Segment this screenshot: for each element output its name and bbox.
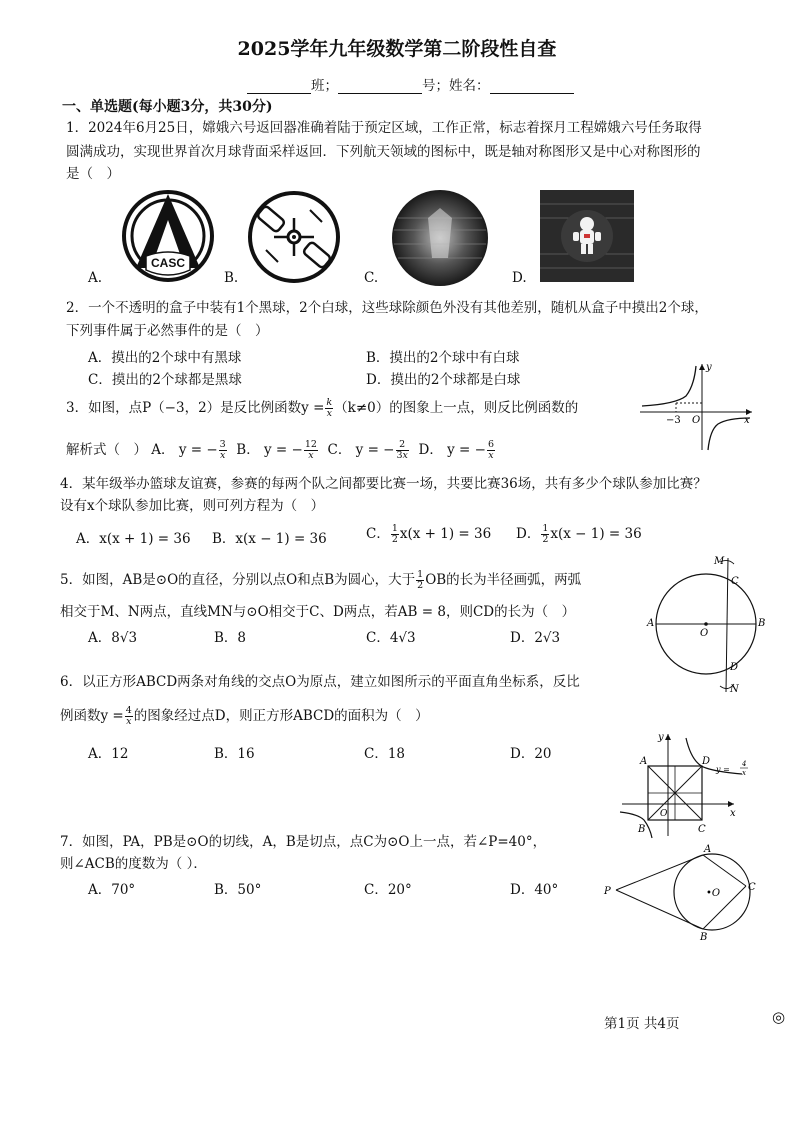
q5-label-d: D <box>730 662 739 673</box>
q1-line1: 1．2024年6月25日，嫦娥六号返回器准确着陆于预定区域，工作正常，标志着探月工程嫦娥六号任务取得 <box>66 120 702 136</box>
q6-label-a: A <box>640 756 648 767</box>
q5-line1: 5．如图，AB是⊙O的直径，分别以点O和点B为圆心，大于 $\frac{1}{2}$ OB的长为半径画弧，两弧 <box>60 569 582 591</box>
q3-hyperbola-graph <box>636 360 756 454</box>
q7-label-b: B <box>700 932 708 943</box>
q3-line1: 3．如图，点P（−3，2）是反比例函数y = $\frac{k}{x}$ （k≠0）的图象上一点，则反比例函数的 <box>66 397 579 419</box>
q6-label-b: B <box>638 824 646 835</box>
class-label: 班； <box>311 78 338 94</box>
q2-line2: 下列事件属于必然事件的是（ ） <box>66 323 269 339</box>
q7-label-a: A <box>704 844 712 855</box>
q3-line2 <box>66 438 496 462</box>
q4-option-d: D． $\frac{1}{2}$ x(x − 1) = 36 <box>516 523 642 545</box>
q5-line2: 相交于M、N两点，直线MN与⊙O相交于C、D两点，若AB = 8，则CD的长为（ ） <box>60 604 576 620</box>
q4-line2: 设有x个球队参加比赛，则可列方程为（ ） <box>60 498 325 514</box>
name-blank[interactable] <box>490 79 574 94</box>
q3-option-a: A． y = − $\frac{3}{x}$ <box>151 439 226 461</box>
q6-line1: 6．以正方形ABCD两条对角线的交点O为原点，建立如图所示的平面直角坐标系，反比 <box>60 674 580 690</box>
name-label: 号；姓名： <box>422 78 490 94</box>
student-info-line <box>247 74 574 94</box>
q3-graph-y-label: y <box>706 362 712 373</box>
q6-square-figure <box>618 728 758 840</box>
q4-option-c: C． $\frac{1}{2}$ x(x + 1) = 36 <box>366 523 492 545</box>
q5-option-d: D．2√3 <box>510 630 561 646</box>
q7-line2: 则∠ACB的度数为（ ）． <box>60 856 207 872</box>
svg-text:4: 4 <box>742 760 747 768</box>
svg-text:x: x <box>742 769 746 777</box>
q7-option-c: C．20° <box>364 882 412 898</box>
q5-label-b: B <box>758 618 766 629</box>
q6-label-c: C <box>698 824 706 835</box>
q7-option-b: B．50° <box>214 882 262 898</box>
q5-label-m: M <box>714 556 725 567</box>
page-title: 2025学年九年级数学第二阶段性自查 <box>237 38 557 60</box>
q7-tangent-figure <box>600 842 766 944</box>
q5-option-a: A．8√3 <box>88 630 138 646</box>
q5-label-n: N <box>730 684 739 695</box>
q3-text-a: 3．如图，点P（−3，2）是反比例函数 <box>66 400 302 416</box>
q5-option-b: B．8 <box>214 630 247 646</box>
q4-line1: 4．某年级举办篮球友谊赛，参赛的每两个队之间都要比赛一场，共要比赛36场，共有多少个球队参加比赛？ <box>60 476 707 492</box>
q6-option-a: A．12 <box>88 746 129 762</box>
q6-label-d: D <box>702 756 711 767</box>
section-heading: 一、单选题(每小题3分，共30分) <box>62 99 273 115</box>
q7-option-d: D．40° <box>510 882 559 898</box>
q7-line1: 7．如图，PA，PB是⊙O的切线，A，B是切点，点C为⊙O上一点，若∠P=40°， <box>60 834 547 850</box>
q4-option-b: B．x(x − 1) = 36 <box>212 531 327 547</box>
q7-option-a: A．70° <box>88 882 136 898</box>
q3-graph-neg3-label: −3 <box>666 415 681 426</box>
q3-option-b: B． y = − $\frac{12}{x}$ <box>232 439 317 461</box>
astronaut-logo-image <box>540 190 634 282</box>
q5-option-c: C．4√3 <box>366 630 416 646</box>
casc-logo-image <box>120 190 216 282</box>
q3-text-c: 解析式（ ） <box>66 442 147 458</box>
q6-label-func: y = <box>716 765 730 774</box>
q2-option-d: D．摸出的2个球都是白球 <box>366 372 521 388</box>
q3-option-c: C． y = − $\frac{2}{3x}$ <box>323 439 408 461</box>
q2-option-a: A．摸出的2个球中有黑球 <box>88 350 242 366</box>
satellite-logo-image <box>244 190 344 284</box>
casc-logo-text: CASC <box>150 256 186 270</box>
q2-line1: 2．一个不透明的盒子中装有1个黑球，2个白球，这些球除颜色外没有其他差别，随机从盒子中摸出2个球， <box>66 300 708 316</box>
q6-label-y: y <box>658 732 664 743</box>
q3-text-b: （k≠0）的图象上一点，则反比例函数的 <box>334 400 579 416</box>
number-blank[interactable] <box>338 79 422 94</box>
corner-mark: ◎ <box>772 1008 786 1026</box>
q6-option-d: D．20 <box>510 746 552 762</box>
q5-circle-figure <box>644 554 770 696</box>
q1-line2: 圆满成功，实现世界首次月球背面采样返回．下列航天领域的图标中，既是轴对称图形又是中心对称图形的 <box>66 144 701 160</box>
q1-option-a: A. <box>88 270 103 286</box>
q6-option-c: C．18 <box>364 746 406 762</box>
q6-label-o: O <box>660 809 668 819</box>
q3-graph-o-label: O <box>692 415 701 426</box>
q3-option-d: D． y = − $\frac{6}{x}$ <box>414 439 494 461</box>
q6-option-b: B．16 <box>214 746 255 762</box>
q6-label-x: x <box>730 808 736 819</box>
q3-graph-x-label: x <box>744 415 750 426</box>
dark-circle-logo-image <box>388 188 492 288</box>
q2-option-c: C．摸出的2个球都是黑球 <box>88 372 242 388</box>
q7-label-p: P <box>604 886 611 897</box>
q1-option-c: C. <box>364 270 379 286</box>
q5-label-a: A <box>647 618 655 629</box>
q1-line3: 是（ ） <box>66 166 120 182</box>
q2-option-b: B．摸出的2个球中有白球 <box>366 350 520 366</box>
q4-option-a: A．x(x + 1) = 36 <box>76 531 191 547</box>
q7-label-o: •O <box>706 888 721 899</box>
page-number: 第1页 共4页 <box>604 1016 680 1032</box>
q5-label-o: O <box>700 628 709 639</box>
q7-label-c: C <box>748 882 756 893</box>
q1-option-b: B. <box>224 270 239 286</box>
q1-option-d: D. <box>512 270 527 286</box>
class-blank[interactable] <box>247 79 311 94</box>
q6-line2: 例函数y = $\frac{4}{x}$ 的图象经过点D，则正方形ABCD的面积为（ ） <box>60 705 429 727</box>
q5-label-c: C <box>731 576 739 587</box>
